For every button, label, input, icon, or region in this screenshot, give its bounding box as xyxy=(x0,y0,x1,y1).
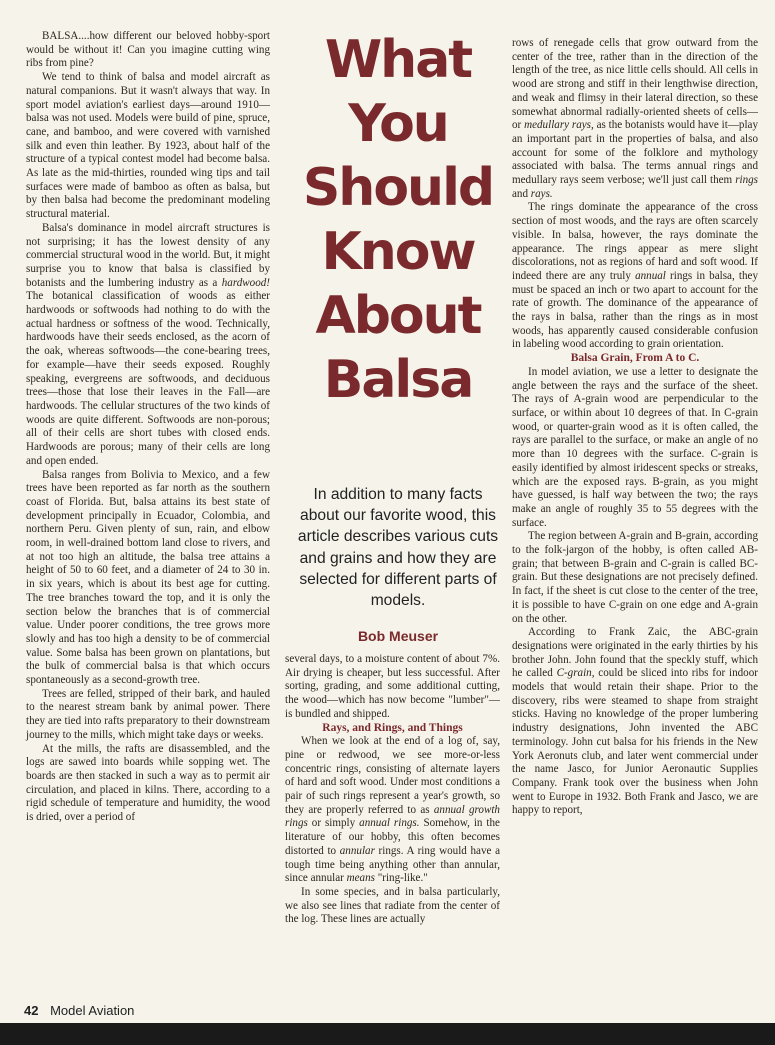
title-line: Should xyxy=(302,158,494,218)
page-number: 42 xyxy=(24,1003,39,1018)
paragraph: BALSA....how different our beloved hobby-sport would be without it! Can you imagine cutting wing ribs from pine? xyxy=(26,30,270,70)
article-deck: In addition to many facts about our favorite wood, this article describes various cuts and grains and how they are selected for different parts of models. xyxy=(297,486,499,610)
author-byline: Bob Meuser xyxy=(357,628,439,644)
paragraph: We tend to think of balsa and model aircraft as natural companions. But it wasn't always that way. In sport model aviation's earliest days—around 1910—balsa was not used. Models were build of pine, spruce, cane, and bamboo, and were covered with varnished silk and even thin leather. By 1923, about half of the structure of a typical contest model had become balsa. As late as the mid-thirties, rounded wing tips and tail surfaces were made of bamboo as often as balsa, but by then balsa had become the predominant modeling structural material. xyxy=(26,71,270,221)
title-line: You xyxy=(348,94,448,154)
section-heading: Rays, and Rings, and Things xyxy=(322,721,463,734)
page-footer xyxy=(24,1003,134,1018)
paragraph: The region between A-grain and B-grain, according to the folk-jargon of the hobby, is often called AB-grain; that between B-grain and C-grain is called BC-grain. But these designations are not precisely defined. In fact, if the sheet is cut close to the center of the tree, it is possible to have C-grain on one edge and A-grain on the other. xyxy=(512,530,758,625)
paragraph: At the mills, the rafts are disassembled, and the logs are sawed into boards while sopping wet. The boards are then stacked in such a way as to permit air circulation, and placed in kilns. There, according to a rigid schedule of temperature and humidity, the wood is dried, over a period of xyxy=(26,742,270,824)
paragraph: several days, to a moisture content of about 7%. Air drying is cheaper, but less successful. After sorting, grading, and some additional cutting, the wood—which has now become "lumber"—is bundled and shipped. xyxy=(285,653,500,720)
paragraph: According to Frank Zaic, the ABC-grain designations were originated in the early thirties by his brother John. John found that the speckly stuff, which he called C-grain, could be sliced into ribs for indoor models that would retain their shape. Prior to the discovery, ribs were steamed to shape from straight sticks. Having no knowledge of the proper lumbering industry designations, John invented the ABC terminology. John cut balsa for his friends in the New York Aeronuts club, and later went commercial under the name Jasco, for Junior Aeronautic Supplies Company. Frank took over the business when John went to Europe in 1932. Both Frank and Jasco, we are happy to report, xyxy=(512,626,758,817)
paragraph: In model aviation, we use a letter to designate the angle between the rays and the surface of the sheet. The rays of A-grain wood are perpendicular to the surface, or within about 10 degrees of that. In C-grain wood, or quarter-grain wood as it is often called, the rays are parallel to the surface, or make an angle of no more than 10 degrees with the surface. C-grain is easily identified by almost iridescent specks or streaks, which are the exposed rays. B-grain, as you might have guessed, is half way between the two; the rays make an angle of roughly 35 to 55 degrees with the surface. xyxy=(512,365,758,529)
title-line: Know xyxy=(321,222,475,282)
paragraph: In some species, and in balsa particularly, we also see lines that radiate from the center of the log. These lines are actually xyxy=(285,885,500,926)
title-line: About xyxy=(315,286,481,346)
column-left xyxy=(26,30,270,825)
paragraph: Balsa ranges from Bolivia to Mexico, and a few trees have been reported as far north as the southern coast of Florida. But, balsa attains its best state of development principally in Ecuador, Colombia, and northern Peru. Given plenty of sun, rain, and elbow room, in well-drained bottom land close to rivers, and at not too high an altitude, the balsa tree attains a height of 50 to 60 feet, and a diameter of 24 to 30 in. in six years, which is about its best age for cutting. The tree branches toward the top, and it is only the section below the branches that is of commercial value. Under poorer conditions, the tree grows more slowly and has too high a density to be of commercial value. Some balsa has been grown on plantations, but the bulk of commercial balsa is that which occurs spontaneously as a second-growth tree. xyxy=(26,468,270,687)
scan-border xyxy=(0,1023,775,1045)
paragraph: Balsa's dominance in model aircraft structures is not surprising; it has the lowest density of any commercial structural wood in the world. But, it might surprise you to know that balsa is classified by botanists and the lumbering industry as a hardwood! The botanical classification of woods as either hardwoods or softwoods had nothing to do with the actual hardness or softness of the wood. Technically, hardwoods have their seeds enclosed, as the acorn of the oak, whereas softwoods—the cone-bearing trees, for example—have their seeds exposed. Roughly speaking, evergreens are softwoods, and deciduous trees—those that lose their leaves in the Fall—are hardwoods. The cellular structures of the two kinds of woods are quite different. Softwoods are non-porous; all of their cells are short tubes with closed ends. Hardwoods are porous; many of their cells are long and open ended. xyxy=(26,221,270,467)
paragraph: When we look at the end of a log of, say, pine or redwood, we see more-or-less concentric rings, consisting of alternate layers of hard and soft wood. Under most conditions a pair of such rings represent a year's growth, so they are properly referred to as annual growth rings or simply annual rings. Somehow, in the literature of our hobby, this often becomes distorted to annular rings. A ring would have a tough time being anything other than annular, since annular means "ring-like." xyxy=(285,735,500,885)
paragraph: Trees are felled, stripped of their bark, and hauled to the nearest stream bank by animal power. There they are tied into rafts preparatory to their downstream journey to the mills, which might take days or weeks. xyxy=(26,687,270,741)
title-line: What xyxy=(324,30,472,90)
paragraph: rows of renegade cells that grow outward from the center of the tree, rather than in the direction of the length of the tree, as nice little cells should. All cells in wood are strong and stiff in their lengthwise direction, and weak and flimsy in their lateral direction, so these somewhat abnormal radially-oriented sheets of cells—or medullary rays, as the botanists would have it—play an important part in the properties of balsa, and also account for some of the folklore and mythology associated with balsa. The terms annual rings and medullary rays seem verbose; we'll just call them rings and rays. xyxy=(512,37,758,200)
publication-name: Model Aviation xyxy=(50,1003,135,1018)
title-line: Balsa xyxy=(323,350,473,410)
article-title xyxy=(292,28,504,412)
column-middle xyxy=(285,653,500,927)
column-right xyxy=(512,37,758,818)
paragraph: The rings dominate the appearance of the cross section of most woods, and the rays are often scarcely visible. In balsa, however, the rays dominate the appearance. The rings appear as mere slight discolorations, not as regions of hard and soft wood. If indeed there are any truly annual rings in balsa, they must be spaced an inch or two apart to account for the rate of growth. The dominance of the appearance of the rays in balsa, rather than the rings as in most woods, has apparently caused considerable confusion in labeling wood according to grain orientation. xyxy=(512,201,759,351)
section-heading: Balsa Grain, From A to C. xyxy=(570,352,700,365)
